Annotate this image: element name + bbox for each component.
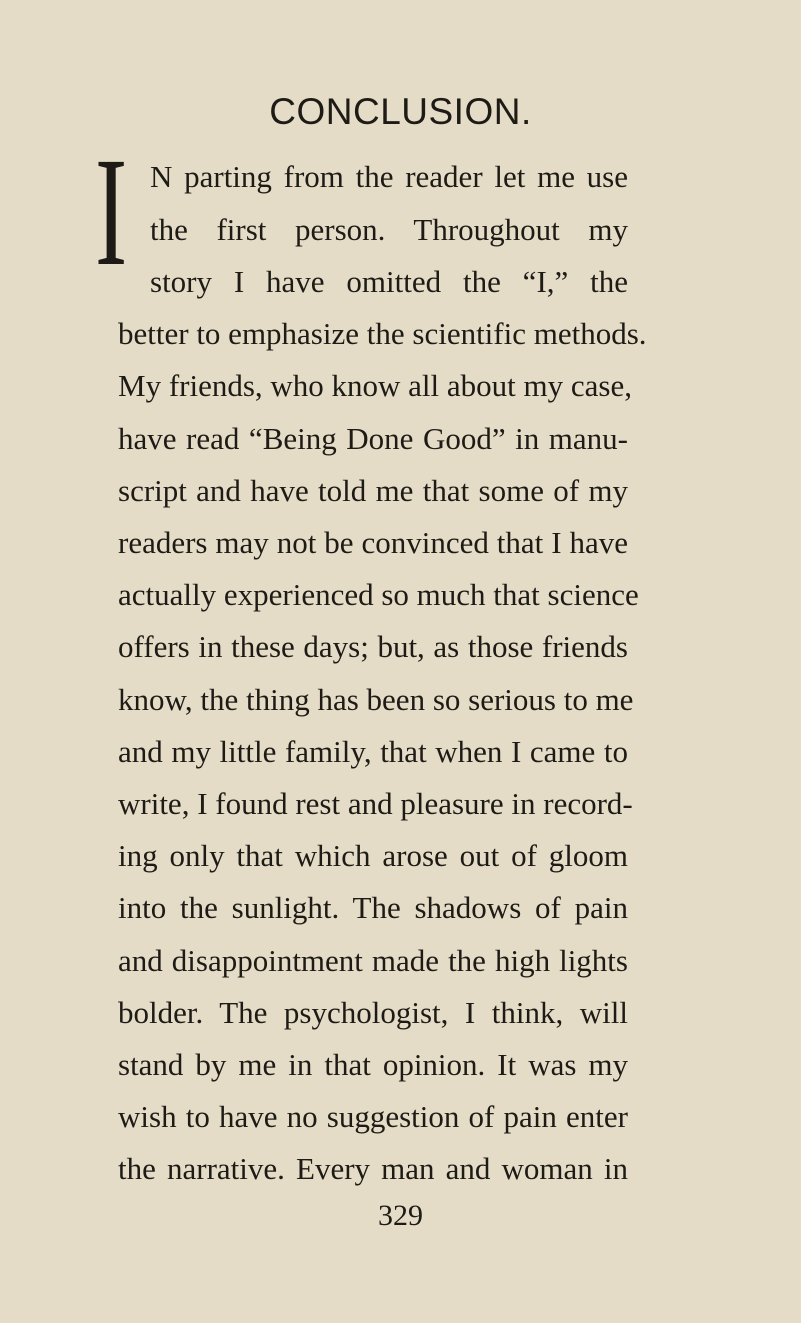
text-line: N parting from the reader let me use — [150, 159, 628, 194]
text-line: and my little family, that when I came to — [118, 734, 628, 769]
text-line: script and have told me that some of my — [118, 473, 628, 508]
text-line: know, the thing has been so serious to me — [118, 682, 634, 717]
text-line: and disappointment made the high lights — [118, 943, 628, 978]
text-line: the narrative. Every man and woman in — [118, 1151, 628, 1186]
text-line: ing only that which arose out of gloom — [118, 838, 628, 873]
text-line: better to emphasize the scientific methods. — [118, 316, 647, 351]
text-line: actually experienced so much that science — [118, 577, 639, 612]
text-line: the first person. Throughout my — [150, 212, 628, 247]
drop-cap: I — [95, 125, 128, 298]
text-line: stand by me in that opinion. It was my — [118, 1047, 628, 1082]
text-line: My friends, who know all about my case, — [118, 368, 632, 403]
text-line: have read “Being Done Good” in manu- — [118, 421, 628, 456]
text-line: bolder. The psychologist, I think, will — [118, 995, 628, 1030]
text-line: readers may not be convinced that I have — [118, 525, 628, 560]
text-line: into the sunlight. The shadows of pain — [118, 890, 628, 925]
text-line: offers in these days; but, as those friends — [118, 629, 628, 664]
text-line: story I have omitted the “I,” the — [150, 264, 628, 299]
text-line: write, I found rest and pleasure in record- — [118, 786, 633, 821]
text-line: wish to have no suggestion of pain enter — [118, 1099, 628, 1134]
page-number: 329 — [378, 1199, 423, 1232]
chapter-heading: CONCLUSION. — [269, 91, 532, 132]
